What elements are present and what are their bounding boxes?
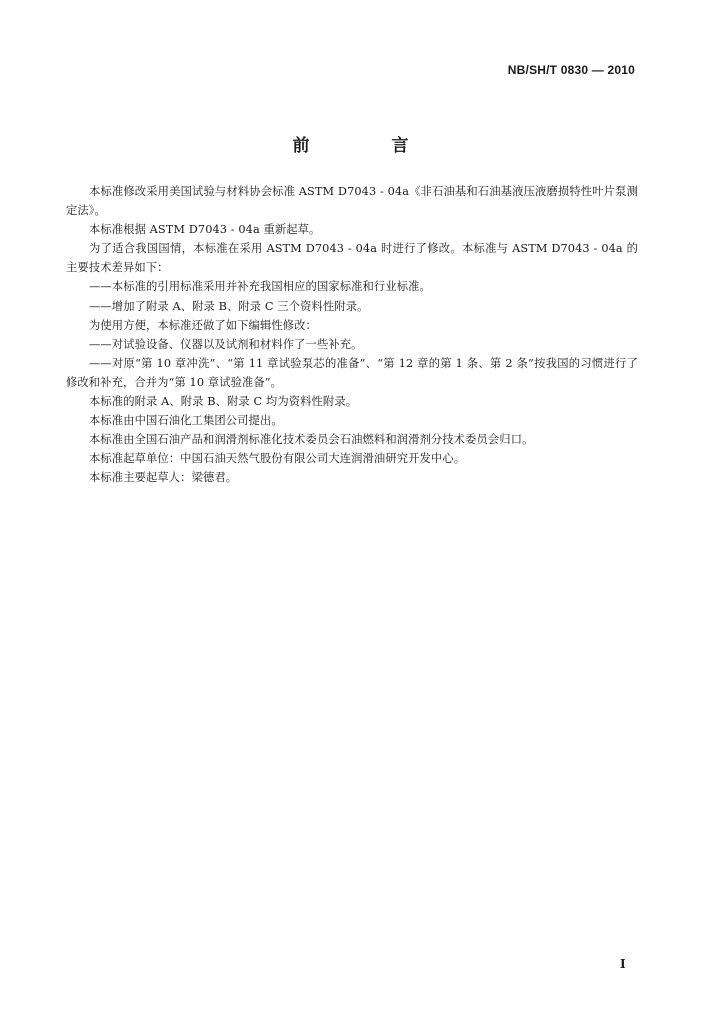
page-title: 前 言 [292,136,447,156]
paragraph-committee: 本标准由全国石油产品和润滑剂标准化技术委员会石油燃料和润滑剂分技术委员会归口。 [89,433,534,447]
paragraph-drafting-unit: 本标准起草单位：中国石油天然气股份有限公司大连润滑油研究开发中心。 [89,452,466,466]
paragraph-drafter: 本标准主要起草人：梁德君。 [89,471,238,485]
paragraph-redrafted: 本标准根据 ASTM D7043 - 04a 重新起草。 [89,223,321,237]
document-body [66,182,638,488]
page-number: I [620,957,626,971]
list-item-chapter-merge: ——对原“第 10 章冲洗”、“第 11 章试验泵芯的准备”、“第 12 章的第 1 条、第 2 条”按我国的习惯进行了修改和补充，合并为“第 10 章试验准备”。 [66,356,638,389]
standard-code-header: NB/SH/T 0830 — 2010 [507,63,635,77]
paragraph-modifications-intro: 为了适合我国国情，本标准在采用 ASTM D7043 - 04a 时进行了修改。本标准与 ASTM D7043 - 04a 的主要技术差异如下： [66,242,638,275]
list-item-annexes-added: ——增加了附录 A、附录 B、附录 C 三个资料性附录。 [89,299,369,313]
paragraph-proposer: 本标准由中国石油化工集团公司提出。 [89,414,283,428]
paragraph-annex-status: 本标准的附录 A、附录 B、附录 C 均为资料性附录。 [89,395,358,409]
list-item-equipment-supplement: ——对试验设备、仪器以及试剂和材料作了一些补充。 [89,337,363,351]
paragraph-editorial-intro: 为使用方便，本标准还做了如下编辑性修改： [89,318,317,332]
paragraph-adoption: 本标准修改采用美国试验与材料协会标准 ASTM D7043 - 04a《非石油基和石油基液压液磨损特性叶片泵测定法》。 [66,185,638,218]
list-item-referenced-standards: ——本标准的引用标准采用并补充我国相应的国家标准和行业标准。 [89,280,431,294]
